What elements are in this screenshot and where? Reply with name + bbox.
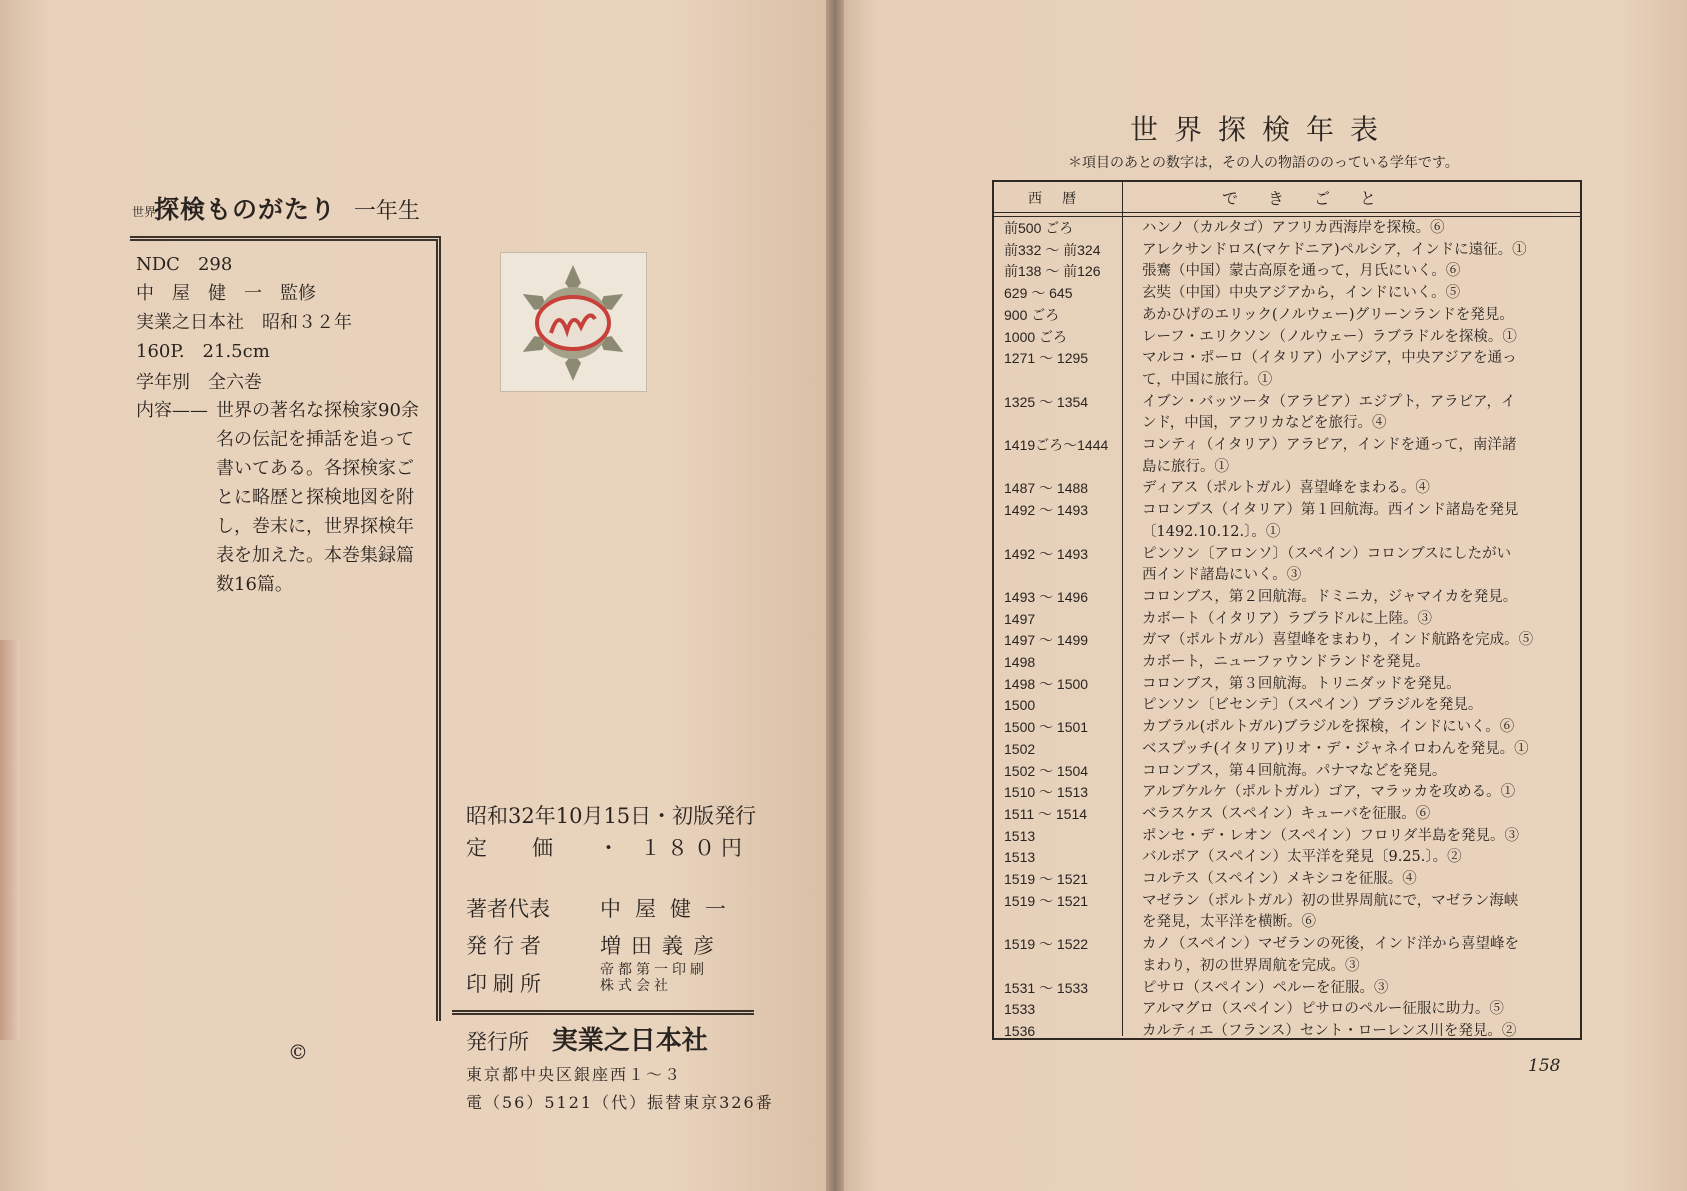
table-row-year: 629 ～ 645 bbox=[1004, 285, 1073, 302]
column-header-event: できごと bbox=[1222, 189, 1407, 208]
table-row-event: ガマ（ポルトガル）喜望峰をまわり，インド航路を完成。⑤ bbox=[1142, 632, 1534, 649]
table-row-year: 1497 bbox=[1004, 610, 1036, 627]
table-row-event: ピサロ（スペイン）ペルーを征服。③ bbox=[1142, 979, 1389, 996]
table-row-year: 1000 ごろ bbox=[1004, 328, 1068, 345]
price-value: １８０円 bbox=[640, 836, 748, 860]
table-row-year: 1419ごろ～1444 bbox=[1004, 437, 1109, 453]
table-row-year: 1513 bbox=[1004, 827, 1036, 844]
table-row-event: 島に旅行。① bbox=[1142, 458, 1229, 475]
printer-company: 株式会社 bbox=[600, 978, 672, 994]
issuer-label: 発行者 bbox=[466, 934, 547, 958]
table-row-year: 1492 ～ 1493 bbox=[1004, 545, 1089, 562]
table-row-event: 張騫（中国）蒙古高原を通って，月氏にいく。⑥ bbox=[1142, 263, 1461, 280]
phone-line: 電（56）5121（代）振替東京326番 bbox=[466, 1093, 774, 1112]
table-row-event: カボート（イタリア）ラブラドルに上陸。③ bbox=[1142, 610, 1432, 627]
table-row-event: あかひげのエリック(ノルウェー)グリーンランドを発見。 bbox=[1142, 306, 1514, 323]
table-row-event: を発見，太平洋を横断。⑥ bbox=[1142, 914, 1316, 931]
table-row-year: 1510 ～ 1513 bbox=[1004, 784, 1089, 801]
contents-text: 世界の著名な探検家90余名の伝記を挿話を追って書いてある。各探検家ごとに略歴と探検地図を附し，巻末に，世界探検年表を加えた。本巻集録篇数16篇。 bbox=[216, 400, 419, 595]
table-row-year: 1492 ～ 1493 bbox=[1004, 502, 1089, 519]
table-row-event: て，中国に旅行。① bbox=[1142, 371, 1273, 388]
publisher-year-line: 実業之日本社 昭和３２年 bbox=[136, 312, 352, 333]
table-row-event: ピンソン〔アロンソ〕（スペイン）コロンブスにしたがい bbox=[1142, 545, 1512, 562]
ndc-number: NDC 298 bbox=[136, 254, 233, 275]
table-row-event: イブン・バッツータ（アラビア）エジプト，アラビア，イ bbox=[1142, 393, 1516, 410]
table-row-year: 1487 ～ 1488 bbox=[1004, 480, 1089, 497]
table-row-event: ポンセ・デ・レオン（スペイン）フロリダ半島を発見。③ bbox=[1142, 827, 1519, 844]
table-row-year: 1519 ～ 1521 bbox=[1004, 892, 1089, 909]
table-row-year: 1500 ～ 1501 bbox=[1004, 719, 1089, 736]
table-row-event: カルティエ（フランス）セント・ローレンス川を発見。② bbox=[1142, 1022, 1517, 1039]
table-row-event: コロンブス（イタリア）第１回航海。西インド諸島を発見 bbox=[1142, 502, 1519, 519]
table-row-year: 1502 ～ 1504 bbox=[1004, 762, 1089, 779]
table-row-event: ベラスケス（スペイン）キューバを征服。⑥ bbox=[1142, 805, 1431, 822]
book-title-grade: 一年生 bbox=[353, 199, 420, 224]
table-row-year: 前500 ごろ bbox=[1004, 220, 1074, 236]
book-title-prefix: 世界 bbox=[132, 204, 157, 219]
table-row-year: 1511 ～ 1514 bbox=[1004, 805, 1088, 822]
table-row-event: アルマグロ（スペイン）ピサロのペルー征服に助力。⑤ bbox=[1142, 1001, 1504, 1018]
author-value: 中屋健一 bbox=[600, 897, 740, 921]
table-row-year: 1498 ～ 1500 bbox=[1004, 675, 1089, 692]
table-row-year: 1513 bbox=[1004, 849, 1036, 866]
issue-date: 昭和32年10月15日・初版発行 bbox=[466, 804, 757, 828]
table-row-year: 1325 ～ 1354 bbox=[1004, 393, 1089, 410]
table-row-year: 1533 bbox=[1004, 1001, 1036, 1018]
table-row-event: ピンソン〔ビセンテ〕（スペイン）ブラジルを発見。 bbox=[1142, 697, 1483, 714]
table-row-event: ンド，中国，アフリカなどを旅行。④ bbox=[1142, 415, 1387, 432]
copyright-mark: © bbox=[288, 1040, 308, 1064]
chronology-title: 世界探検年表 bbox=[1130, 113, 1395, 146]
printer-name: 帝都第一印刷 bbox=[600, 962, 708, 978]
table-row-event: コンティ（イタリア）アラビア，インドを通って，南洋諸 bbox=[1142, 437, 1517, 453]
table-row-event: カボート，ニューファウンドランドを発見。 bbox=[1142, 654, 1430, 670]
table-row-year: 1502 bbox=[1004, 740, 1036, 757]
table-row-year: 1498 bbox=[1004, 654, 1036, 670]
table-row-event: カブラル(ポルトガル)ブラジルを探検，インドにいく。⑥ bbox=[1142, 719, 1515, 736]
author-label: 著者代表 bbox=[466, 897, 550, 921]
table-row-event: コルテス（スペイン）メキシコを征服。④ bbox=[1142, 871, 1417, 887]
page-edge-shadow bbox=[0, 640, 20, 1040]
table-row-event: 西インド諸島にいく。③ bbox=[1142, 567, 1302, 584]
printer-value bbox=[600, 962, 708, 994]
book-title bbox=[132, 190, 420, 226]
table-row-year: 1271 ～ 1295 bbox=[1004, 350, 1089, 367]
table-row-event: 玄奘（中国）中央アジアから，インドにいく。⑤ bbox=[1142, 285, 1461, 302]
table-row-year: 1531 ～ 1533 bbox=[1004, 979, 1089, 996]
pages-size-line: 160P. 21.5cm bbox=[136, 341, 270, 362]
column-header-year: 西暦 bbox=[1028, 191, 1096, 207]
table-row-year: 1500 bbox=[1004, 697, 1036, 714]
editor-line: 中 屋 健 一 監修 bbox=[136, 283, 316, 304]
table-row-event: 〔1492.10.12.〕。① bbox=[1142, 523, 1281, 540]
contents-label: 内容—— bbox=[136, 400, 208, 421]
table-row-year: 1493 ～ 1496 bbox=[1004, 588, 1089, 605]
book-title-main: 探検ものがたり bbox=[153, 195, 336, 224]
series-line: 学年別 全六巻 bbox=[136, 372, 262, 393]
table-row-event: アルブケルケ（ポルトガル）ゴア，マラッカを攻める。① bbox=[1142, 784, 1516, 801]
table-row-event: マルコ・ポーロ（イタリア）小アジア，中央アジアを通っ bbox=[1142, 350, 1517, 367]
table-row-event: マゼラン（ポルトガル）初の世界周航にで，マゼラン海峡 bbox=[1142, 892, 1519, 909]
address-line: 東京都中央区銀座西１～３ bbox=[466, 1065, 683, 1084]
table-row-year: 900 ごろ bbox=[1004, 306, 1060, 323]
header-rule bbox=[994, 212, 1580, 217]
table-row-event: バルボア（スペイン）太平洋を発見〔9.25.〕。② bbox=[1142, 849, 1462, 866]
printer-label: 印刷所 bbox=[466, 972, 547, 996]
table-row-event: レーフ・エリクソン（ノルウェー）ラブラドルを探検。① bbox=[1142, 328, 1517, 345]
table-row-event: ハンノ（カルタゴ）アフリカ西海岸を探検。⑥ bbox=[1142, 220, 1445, 236]
table-row-event: カノ（スペイン）マゼランの死後，インド洋から喜望峰を bbox=[1142, 936, 1519, 953]
table-row-year: 1519 ～ 1522 bbox=[1004, 936, 1089, 953]
table-row-year: 前138 ～ 前126 bbox=[1004, 263, 1101, 280]
house-label: 発行所 bbox=[466, 1030, 529, 1054]
house-name: 実業之日本社 bbox=[551, 1026, 708, 1056]
chronology-note: ＊項目のあとの数字は，その人の物語ののっている学年です。 bbox=[1068, 155, 1459, 171]
table-row-event: コロンブス，第３回航海。トリニダッドを発見。 bbox=[1142, 675, 1461, 692]
publishing-house bbox=[466, 1020, 708, 1057]
table-row-year: 1536 bbox=[1004, 1022, 1036, 1039]
table-row-event: コロンブス，第４回航海。パナマなどを発見。 bbox=[1142, 762, 1447, 779]
table-row-event: コロンブス，第２回航海。ドミニカ，ジャマイカを発見。 bbox=[1142, 588, 1518, 605]
page-number: 158 bbox=[1528, 1056, 1561, 1076]
table-row-year: 1497 ～ 1499 bbox=[1004, 632, 1089, 649]
chronology-table bbox=[992, 180, 1582, 1040]
table-row-event: まわり，初の世界周航を完成。③ bbox=[1142, 957, 1360, 974]
table-row-event: ベスプッチ(イタリア)リオ・デ・ジャネイロわんを発見。① bbox=[1142, 740, 1529, 757]
table-row-year: 1519 ～ 1521 bbox=[1004, 871, 1089, 887]
issuer-value: 増田義彦 bbox=[600, 934, 724, 958]
price-label: 定 価 ・ bbox=[466, 836, 631, 860]
publisher-seal-stamp bbox=[500, 252, 647, 392]
table-row-event: アレクサンドロス(マケドニア)ペルシア，インドに遠征。① bbox=[1142, 241, 1527, 258]
book-gutter bbox=[826, 0, 844, 1191]
column-divider bbox=[1122, 182, 1123, 1036]
table-row-event: ディアス（ポルトガル）喜望峰をまわる。④ bbox=[1142, 480, 1430, 497]
snowflake-seal-icon bbox=[501, 253, 646, 391]
table-row-year: 前332 ～ 前324 bbox=[1004, 241, 1101, 258]
